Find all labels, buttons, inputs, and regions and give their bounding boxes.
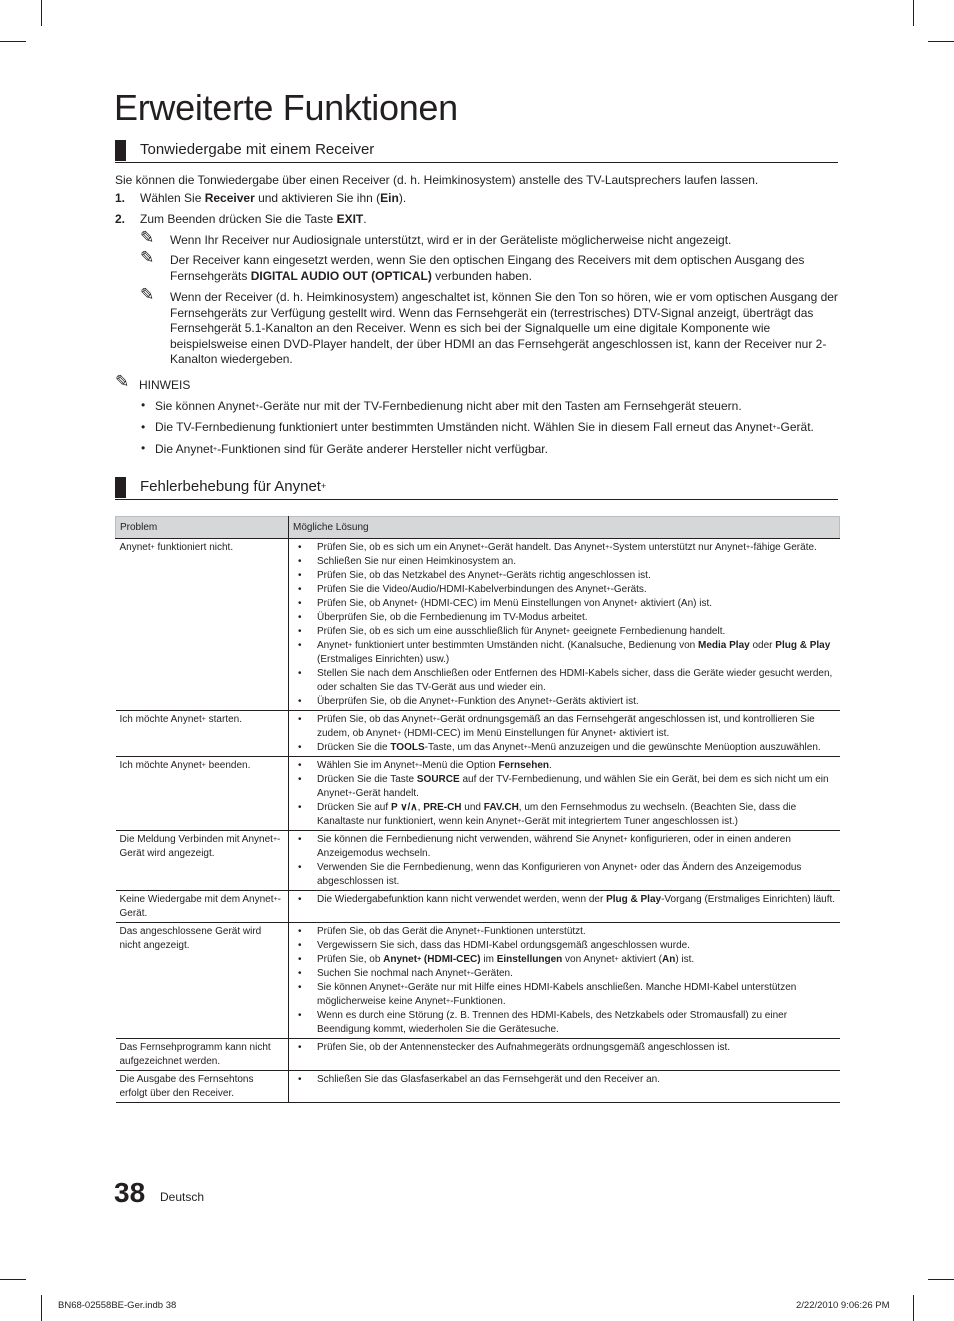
solution-item: • Sie können Anynet+-Geräte nur mit Hilfe eines HDMI-Kabels anschließen. Manche HDMI-Kabel unterstützen möglicherweise keine Anynet+-Funktionen. bbox=[293, 981, 836, 1009]
bold-text: PRE-CH bbox=[423, 802, 462, 813]
solution-item: • Suchen Sie nochmal nach Anynet+-Geräten. bbox=[293, 967, 836, 981]
solution-cell bbox=[289, 923, 840, 1039]
solution-cell bbox=[289, 757, 840, 831]
text: -Gerät. bbox=[776, 420, 814, 434]
text: Die Anynet bbox=[155, 442, 214, 456]
text: Wählen Sie bbox=[140, 191, 205, 205]
superscript: + bbox=[517, 818, 522, 825]
superscript: + bbox=[566, 628, 571, 635]
solution-item: • Wenn es durch eine Störung (z. B. Trennen des HDMI-Kabels, des Netzkabels oder Stromausfall) zu einer Beendigung kommt, wiederholen Sie die Gerätesuche. bbox=[293, 1009, 836, 1037]
step-number: 1. bbox=[115, 191, 126, 205]
bold-text: Fernsehen bbox=[498, 760, 550, 771]
superscript: + bbox=[348, 790, 353, 797]
note-pencil-icon: ✎ bbox=[140, 248, 155, 267]
bold-text: Ein bbox=[380, 191, 399, 205]
solution-item: • Schließen Sie das Glasfaserkabel an das Fernsehgerät und den Receiver an. bbox=[293, 1073, 836, 1087]
solution-item: • Sie können die Fernbedienung nicht verwenden, während Sie Anynet+ konfigurieren, oder in einen anderen Anzeigemodus wechseln. bbox=[293, 833, 836, 861]
text: ). bbox=[398, 191, 407, 205]
note-text: Wenn Ihr Receiver nur Audiosignale unterstützt, wird er in der Geräteliste möglicherweise nicht angezeigt. bbox=[170, 233, 732, 247]
solution-item: • Drücken Sie die Taste SOURCE auf der TV-Fernbedienung, und wählen Sie ein Gerät, bei dem es sich nicht um ein Anynet+-Gerät handelt. bbox=[293, 773, 836, 801]
bold-text: FAV.CH bbox=[483, 802, 519, 813]
problem-cell: Das angeschlossene Gerät wird nicht angezeigt. bbox=[116, 923, 289, 1039]
table-row bbox=[116, 757, 840, 831]
superscript: + bbox=[272, 836, 278, 843]
solution-item: • Verwenden Sie die Fernbedienung, wenn das Konfigurieren von Anynet+ oder das Ändern des Anzeigemodus abgeschlossen ist. bbox=[293, 861, 836, 889]
superscript: + bbox=[213, 446, 218, 453]
hinweis-bullet bbox=[155, 420, 839, 436]
superscript: + bbox=[480, 544, 485, 551]
superscript: + bbox=[201, 762, 206, 769]
crop-mark bbox=[41, 0, 42, 26]
superscript: + bbox=[466, 970, 471, 977]
solution-item: • Drücken Sie die TOOLS-Taste, um das Anynet+-Menü anzuzeigen und die gewünschte Menüoption auszuwählen. bbox=[293, 741, 836, 755]
solution-item: • Anynet+ funktioniert unter bestimmten Umständen nicht. (Kanalsuche, Bedienung von Media Play oder Plug & Play (Erstmaliges Einrichten) usw.) bbox=[293, 639, 836, 667]
superscript: + bbox=[201, 716, 206, 723]
solution-item: • Prüfen Sie, ob es sich um ein Anynet+-Gerät handelt. Das Anynet+-System unterstützt nur Anynet+-fähige Geräte. bbox=[293, 541, 836, 555]
superscript: + bbox=[273, 896, 278, 903]
page-title: Erweiterte Funktionen bbox=[114, 87, 458, 128]
table-row bbox=[116, 1039, 840, 1071]
problem-cell: Die Ausgabe des Fernsehtons erfolgt über den Receiver. bbox=[116, 1071, 289, 1103]
bold-text: Media Play bbox=[698, 640, 750, 651]
problem-cell: Ich möchte Anynet+ starten. bbox=[116, 711, 289, 757]
solution-item: • Stellen Sie nach dem Anschließen oder Entfernen des HDMI-Kabels sicher, dass die Geräte wieder gesucht werden, oder schalten Sie das TV-Gerät aus und wieder ein. bbox=[293, 667, 836, 695]
page-language: Deutsch bbox=[160, 1190, 205, 1204]
solution-list bbox=[293, 893, 836, 907]
bold-text: Receiver bbox=[204, 191, 255, 205]
bold-text: TOOLS bbox=[390, 742, 425, 753]
bold-text: Plug & Play bbox=[775, 640, 831, 651]
text: verbunden haben. bbox=[431, 268, 532, 283]
superscript: + bbox=[548, 698, 553, 705]
solution-list bbox=[293, 713, 836, 755]
superscript: + bbox=[614, 956, 619, 963]
solution-list bbox=[293, 925, 836, 1037]
table-row bbox=[116, 1071, 840, 1103]
solution-list bbox=[293, 541, 836, 709]
solution-cell bbox=[289, 1039, 840, 1071]
bold-text: An bbox=[661, 954, 676, 965]
superscript: + bbox=[432, 716, 437, 723]
solution-cell bbox=[289, 1071, 840, 1103]
bold-text: SOURCE bbox=[416, 774, 460, 785]
solution-item: • Vergewissern Sie sich, dass das HDMI-Kabel ordungsgemäß angeschlossen wurde. bbox=[293, 939, 836, 953]
text: -Geräte nur mit der TV-Fernbedienung nicht aber mit den Tasten am Fernsehgerät steuern. bbox=[259, 399, 742, 413]
text: und aktivieren Sie ihn ( bbox=[254, 191, 381, 205]
solution-item: • Überprüfen Sie, ob die Anynet+-Funktion des Anynet+-Geräts aktiviert ist. bbox=[293, 695, 836, 709]
solution-list bbox=[293, 833, 836, 889]
solution-cell bbox=[289, 891, 840, 923]
bold-text: Anynet+ (HDMI-CEC) bbox=[383, 954, 481, 965]
solution-item: • Prüfen Sie, ob es sich um eine ausschließlich für Anynet+ geeignete Fernbedienung handelt. bbox=[293, 625, 836, 639]
superscript: + bbox=[450, 698, 455, 705]
superscript: + bbox=[255, 403, 260, 410]
superscript: + bbox=[772, 424, 777, 431]
superscript: + bbox=[633, 600, 638, 607]
superscript: + bbox=[633, 864, 638, 871]
table-row bbox=[116, 831, 840, 891]
superscript: + bbox=[414, 762, 419, 769]
header-problem: Problem bbox=[116, 517, 289, 539]
superscript: + bbox=[605, 544, 610, 551]
table-row bbox=[116, 539, 840, 711]
solution-item: • Die Wiedergabefunktion kann nicht verwendet werden, wenn der Plug & Play-Vorgang (Erstmaliges Einrichten) läuft. bbox=[293, 893, 836, 907]
solution-list bbox=[293, 1073, 836, 1087]
step-text bbox=[140, 191, 840, 207]
text: Die TV-Fernbedienung funktioniert unter bestimmten Umständen nicht. Wählen Sie in diesem Fall erneut das Anynet bbox=[155, 420, 773, 434]
footer-date: 2/22/2010 9:06:26 PM bbox=[796, 1300, 890, 1311]
crop-mark bbox=[0, 1279, 26, 1280]
table-row bbox=[116, 891, 840, 923]
superscript: + bbox=[476, 928, 481, 935]
solution-item: • Prüfen Sie, ob Anynet+ (HDMI-CEC) im Einstellungen von Anynet+ aktiviert (An) ist. bbox=[293, 953, 836, 967]
bullet-dot: • bbox=[141, 420, 146, 434]
section-heading-receiver bbox=[115, 140, 838, 163]
solution-item: • Prüfen Sie, ob das Gerät die Anynet+-Funktionen unterstützt. bbox=[293, 925, 836, 939]
crop-mark bbox=[0, 41, 26, 42]
superscript: + bbox=[612, 730, 617, 737]
solution-item: • Überprüfen Sie, ob die Fernbedienung im TV-Modus arbeitet. bbox=[293, 611, 836, 625]
solution-item: • Schließen Sie nur einen Heimkinosystem an. bbox=[293, 555, 836, 569]
step-text bbox=[140, 212, 840, 228]
section-marker bbox=[115, 477, 126, 498]
solution-list bbox=[293, 759, 836, 829]
footer-file: BN68-02558BE-Ger.indb 38 bbox=[58, 1300, 177, 1311]
bold-text: EXIT bbox=[336, 212, 364, 226]
hinweis-label: HINWEIS bbox=[139, 378, 191, 392]
troubleshooting-table bbox=[115, 516, 840, 1103]
solution-cell bbox=[289, 539, 840, 711]
superscript: + bbox=[445, 998, 451, 1005]
superscript: + bbox=[417, 956, 422, 963]
note-text bbox=[170, 253, 838, 284]
problem-cell: Ich möchte Anynet+ beenden. bbox=[116, 757, 289, 831]
solution-item: • Prüfen Sie, ob das Anynet+-Gerät ordnungsgemäß an das Fernsehgerät angeschlossen ist, und kontrollieren Sie zudem, ob Anynet+ (HDMI-CEC) im Menü Einstellungen für Anynet+ aktiviert ist. bbox=[293, 713, 836, 741]
solution-item: • Prüfen Sie, ob Anynet+ (HDMI-CEC) im Menü Einstellungen von Anynet+ aktiviert (An) ist. bbox=[293, 597, 836, 611]
crop-mark bbox=[41, 1295, 42, 1321]
table-body bbox=[116, 539, 840, 1103]
hinweis-bullet bbox=[155, 399, 839, 415]
crop-mark bbox=[913, 0, 914, 26]
section-title: Tonwiedergabe mit einem Receiver bbox=[140, 141, 375, 158]
problem-cell: Keine Wiedergabe mit dem Anynet+-Gerät. bbox=[116, 891, 289, 923]
superscript: + bbox=[150, 544, 155, 551]
table-header-row bbox=[116, 517, 840, 539]
solution-item: • Prüfen Sie die Video/Audio/HDMI-Kabelverbindungen des Anynet+-Geräts. bbox=[293, 583, 836, 597]
text: . bbox=[363, 212, 367, 226]
solution-item: • Wählen Sie im Anynet+-Menü die Option Fernsehen. bbox=[293, 759, 836, 773]
hinweis-pencil-icon: ✎ bbox=[115, 372, 130, 391]
solution-cell bbox=[289, 831, 840, 891]
note-pencil-icon: ✎ bbox=[140, 228, 155, 247]
superscript: + bbox=[400, 984, 405, 991]
bold-text: Plug & Play bbox=[606, 894, 662, 905]
bold-text: P ∨/∧ bbox=[390, 802, 418, 813]
superscript: + bbox=[320, 481, 327, 491]
solution-item: • Prüfen Sie, ob das Netzkabel des Anynet+-Geräts richtig angeschlossen ist. bbox=[293, 569, 836, 583]
table-row bbox=[116, 711, 840, 757]
crop-mark bbox=[913, 1295, 914, 1321]
text: Zum Beenden drücken Sie die Taste bbox=[140, 212, 337, 226]
intro-text: Sie können die Tonwiedergabe über einen Receiver (d. h. Heimkinosystem) anstelle des TV-Lautsprechers laufen lassen. bbox=[115, 173, 759, 187]
superscript: + bbox=[623, 836, 628, 843]
problem-cell: Anynet+ funktioniert nicht. bbox=[116, 539, 289, 711]
bullet-dot: • bbox=[141, 398, 146, 412]
solution-cell bbox=[289, 711, 840, 757]
superscript: + bbox=[413, 600, 418, 607]
step-number: 2. bbox=[115, 212, 126, 226]
hinweis-bullet bbox=[155, 442, 839, 458]
bold-text: Einstellungen bbox=[496, 954, 563, 965]
superscript: + bbox=[498, 572, 503, 579]
bold-text: DIGITAL AUDIO OUT (OPTICAL) bbox=[250, 268, 432, 283]
page-number: 38 bbox=[114, 1177, 146, 1208]
superscript: + bbox=[348, 642, 353, 649]
section-title bbox=[140, 477, 326, 497]
text: Sie können Anynet bbox=[155, 399, 256, 413]
text: Fehlerbehebung für Anynet bbox=[140, 478, 321, 495]
problem-cell: Das Fernsehprogramm kann nicht aufgezeichnet werden. bbox=[116, 1039, 289, 1071]
section-marker bbox=[115, 140, 126, 161]
text: Der Receiver kann eingesetzt werden, wenn Sie den optischen Eingang des Receivers mit dem optischen Ausgang des Fernsehgeräts bbox=[170, 253, 805, 283]
note-text: Wenn der Receiver (d. h. Heimkinosystem) angeschaltet ist, können Sie den Ton so hören, wie er vom optischen Ausgang der Fernsehgeräts zur Verfügung gestellt wird. Wenn das Fernsehgerät ein (terrestrisches) DTV-Signal anzeigt, überträgt das Fernsehgerät 5.1-Kanalton an den Receiver. Wenn es sich bei der Signalquelle um eine digitale Komponente wie beispielsweise einen DVD-Player handelt, der über HDMI an das Fernsehgerät angeschlossen ist, kann der Receiver nur 2-Kanalton wiedergeben. bbox=[170, 290, 838, 366]
superscript: + bbox=[523, 744, 528, 751]
superscript: + bbox=[397, 730, 402, 737]
crop-mark bbox=[928, 41, 954, 42]
note-pencil-icon: ✎ bbox=[140, 285, 155, 304]
solution-list bbox=[293, 1041, 836, 1055]
section-heading-anynet bbox=[115, 477, 838, 500]
crop-mark bbox=[928, 1279, 954, 1280]
header-solution: Mögliche Lösung bbox=[289, 517, 840, 539]
table-row bbox=[116, 923, 840, 1039]
problem-cell: Die Meldung Verbinden mit Anynet+-Gerät wird angezeigt. bbox=[116, 831, 289, 891]
solution-item: • Prüfen Sie, ob der Antennenstecker des Aufnahmegeräts ordnungsgemäß angeschlossen ist. bbox=[293, 1041, 836, 1055]
superscript: + bbox=[746, 544, 751, 551]
solution-item: • Drücken Sie auf P ∨/∧, PRE-CH und FAV.CH, um den Fernsehmodus zu wechseln. (Beachten Sie, dass die Kanaltaste nur funktioniert, wenn kein Anynet+-Gerät mit integriertem Tuner angeschlossen ist.) bbox=[293, 801, 836, 829]
bullet-dot: • bbox=[141, 441, 146, 455]
text: -Funktionen sind für Geräte anderer Hersteller nicht verfügbar. bbox=[217, 442, 548, 456]
superscript: + bbox=[606, 586, 611, 593]
